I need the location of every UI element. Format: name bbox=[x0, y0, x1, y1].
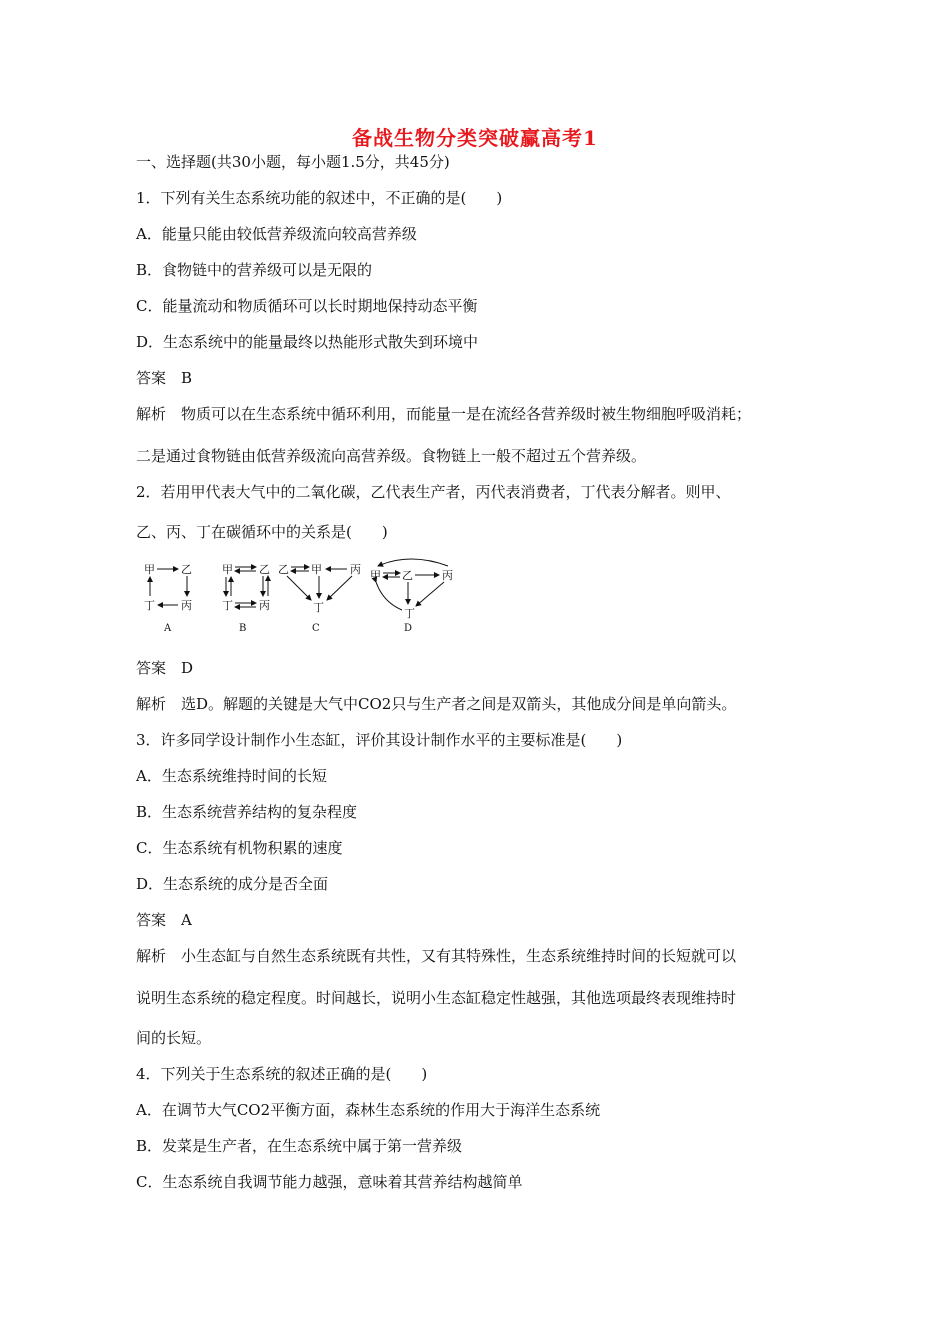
q4-option-c: C．生态系统自我调节能力越强，意味着其营养结构越简单 bbox=[136, 1173, 523, 1191]
node-bing: 丙 bbox=[350, 563, 361, 576]
diagram-option-a bbox=[144, 563, 192, 634]
q4-option-b: B．发菜是生产者，在生态系统中属于第一营养级 bbox=[136, 1137, 463, 1155]
q1-option-d: D．生态系统中的能量最终以热能形式散失到环境中 bbox=[136, 333, 479, 351]
q1-analysis-line1: 解析 物质可以在生态系统中循环利用，而能量一是在流经各营养级时被生物细胞呼吸消耗； bbox=[136, 405, 752, 423]
page-title: 备战生物分类突破赢高考1 bbox=[352, 126, 598, 150]
q2-analysis: 解析 选D。解题的关键是大气中CO2只与生产者之间是双箭头，其他成分间是单向箭头。 bbox=[136, 695, 737, 713]
diagram-label-a: A bbox=[164, 623, 172, 634]
q4-stem: 4．下列关于生态系统的叙述正确的是( ) bbox=[136, 1065, 428, 1083]
q2-answer: 答案 D bbox=[136, 659, 194, 677]
node-yi: 乙 bbox=[402, 569, 413, 582]
diagram-option-d bbox=[370, 559, 453, 634]
node-jia: 甲 bbox=[311, 563, 322, 576]
q1-stem: 1．下列有关生态系统功能的叙述中，不正确的是( ) bbox=[136, 189, 503, 207]
diagram-label-b: B bbox=[239, 623, 247, 634]
q1-option-b: B．食物链中的营养级可以是无限的 bbox=[136, 261, 373, 279]
q1-analysis-line2: 二是通过食物链由低营养级流向高营养级。食物链上一般不超过五个营养级。 bbox=[136, 447, 647, 465]
node-jia: 甲 bbox=[370, 569, 381, 582]
diagram-option-b bbox=[222, 563, 270, 634]
q1-option-a: A．能量只能由较低营养级流向较高营养级 bbox=[136, 225, 417, 243]
node-yi: 乙 bbox=[181, 563, 192, 576]
q2-stem-line1: 2．若用甲代表大气中的二氧化碳，乙代表生产者，丙代表消费者，丁代表分解者。则甲、 bbox=[136, 483, 731, 501]
q1-answer: 答案 B bbox=[136, 369, 193, 387]
diagram-label-d: D bbox=[404, 623, 413, 634]
q3-answer: 答案 A bbox=[136, 911, 192, 929]
node-ding: 丁 bbox=[313, 601, 324, 614]
node-jia: 甲 bbox=[144, 563, 155, 576]
q3-option-d: D．生态系统的成分是否全面 bbox=[136, 875, 329, 893]
node-yi: 乙 bbox=[278, 563, 289, 576]
node-jia: 甲 bbox=[222, 563, 233, 576]
node-bing: 丙 bbox=[259, 599, 270, 612]
diagram-label-c: C bbox=[312, 623, 320, 634]
carbon-cycle-diagram bbox=[138, 558, 468, 636]
q3-option-c: C．生态系统有机物积累的速度 bbox=[136, 839, 343, 857]
node-bing: 丙 bbox=[181, 599, 192, 612]
q3-option-a: A．生态系统维持时间的长短 bbox=[136, 767, 327, 785]
node-ding: 丁 bbox=[404, 607, 415, 620]
q4-option-a: A．在调节大气CO2平衡方面，森林生态系统的作用大于海洋生态系统 bbox=[136, 1101, 601, 1119]
q3-stem: 3．许多同学设计制作小生态缸，评价其设计制作水平的主要标准是( ) bbox=[136, 731, 623, 749]
q3-analysis-line2: 说明生态系统的稳定程度。时间越长，说明小生态缸稳定性越强，其他选项最终表现维持时 bbox=[136, 989, 737, 1007]
node-yi: 乙 bbox=[259, 563, 270, 576]
q3-analysis-line1: 解析 小生态缸与自然生态系统既有共性，又有其特殊性，生态系统维持时间的长短就可以 bbox=[136, 947, 737, 965]
q1-option-c: C．能量流动和物质循环可以长时期地保持动态平衡 bbox=[136, 297, 478, 315]
diagram-option-c bbox=[278, 563, 361, 634]
node-ding: 丁 bbox=[144, 599, 155, 612]
node-bing: 丙 bbox=[442, 569, 453, 582]
q3-option-b: B．生态系统营养结构的复杂程度 bbox=[136, 803, 358, 821]
node-ding: 丁 bbox=[222, 599, 233, 612]
q2-stem-line2: 乙、丙、丁在碳循环中的关系是( ) bbox=[136, 523, 388, 541]
q3-analysis-line3: 间的长短。 bbox=[136, 1029, 212, 1047]
section-heading: 一、选择题(共30小题，每小题1.5分，共45分) bbox=[136, 153, 450, 171]
